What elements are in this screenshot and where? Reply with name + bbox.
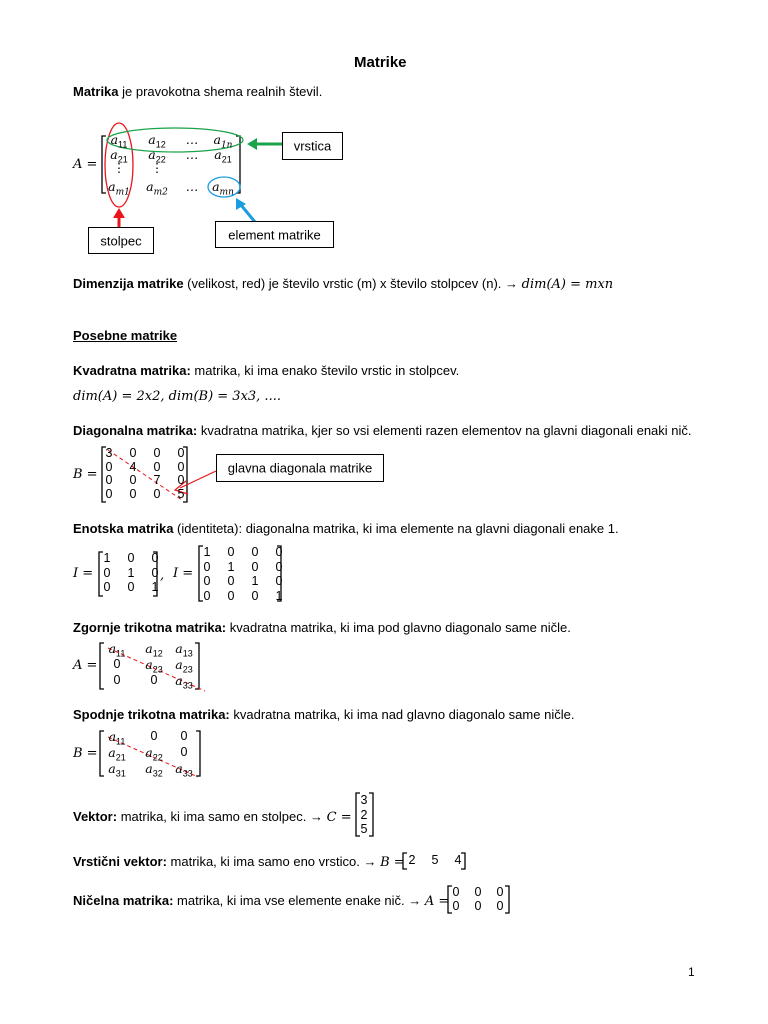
identity-cell: 1 <box>275 588 283 603</box>
row-vector-cell: 4 <box>454 853 462 867</box>
upper-cell: $a_{23}$ <box>145 657 163 675</box>
lower-cell: $a_{31}$ <box>108 761 126 779</box>
diagonal-cell: 7 <box>153 473 161 487</box>
zero-cell: 0 <box>474 899 482 913</box>
identity-cell: 0 <box>103 565 111 580</box>
row-vector-lhs: B = <box>380 855 405 870</box>
identity-cell: 1 <box>151 580 159 594</box>
arrow-icon: → <box>505 276 519 291</box>
lower-lhs: B = <box>73 746 98 761</box>
vector-text: matrika, ki ima samo en stolpec. <box>117 809 310 824</box>
upper-text: kvadratna matrika, ki ima pod glavno diagonalo same ničle. <box>226 620 571 635</box>
identity-cell: 0 <box>251 545 259 559</box>
upper-cell: 0 <box>150 673 158 687</box>
arrow-icon: → <box>363 854 377 869</box>
square-text: matrika, ki ima enako število vrstic in stolpcev. <box>190 363 460 378</box>
upper-cell: $a_{13}$ <box>175 641 193 659</box>
lower-cell: $a_{33}$ <box>175 761 193 779</box>
identity-cell: 1 <box>103 551 111 565</box>
diagonal-cell: 5 <box>177 486 185 501</box>
section-heading: Posebne matrike <box>73 328 178 343</box>
row-vector-term: Vrstični vektor: <box>73 854 167 869</box>
identity-cell: 0 <box>275 574 283 588</box>
identity-cell: 0 <box>227 574 235 588</box>
lower-cell: $a_{22}$ <box>145 745 163 763</box>
lower-text: kvadratna matrika, ki ima nad glavno diagonalo same ničle. <box>229 707 575 722</box>
gm-cell: $a_{11}$ <box>110 132 128 150</box>
page-number: 1 <box>688 965 695 979</box>
vector-cell: 3 <box>360 793 368 807</box>
identity-text: (identiteta): diagonalna matrika, ki ima elemente na glavni diagonali enake 1. <box>173 521 619 536</box>
diagonal-cell: 0 <box>129 446 137 460</box>
diagonal-cell: 4 <box>129 459 137 474</box>
intro-term: Matrika <box>73 84 119 99</box>
upper-term: Zgornje trikotna matrika: <box>73 620 227 635</box>
gm-cell: ⋮ <box>150 161 164 175</box>
dimension-formula: dim(A) = mxn <box>521 277 614 292</box>
gm-cell: … <box>185 179 199 194</box>
element-label: element matrike <box>228 227 321 242</box>
gm-cell: $a_{12}$ <box>148 132 166 150</box>
diagonal-term: Diagonalna matrika: <box>73 423 198 438</box>
gm-cell: $a_{21}$ <box>214 147 232 165</box>
identity-cell: 0 <box>227 588 235 603</box>
lower-cell: 0 <box>180 745 188 759</box>
gm-cell: $a_{m2}$ <box>146 179 168 198</box>
identity-cell: 0 <box>251 559 259 574</box>
diagonal-cell: 0 <box>105 473 113 487</box>
row-vector-cell: 2 <box>408 853 416 867</box>
dimension-text: (velikost, red) je število vrstic (m) x število stolpcev (n). <box>183 276 506 291</box>
lower-cell: $a_{11}$ <box>108 729 126 747</box>
vector-cell: 5 <box>360 822 368 836</box>
lower-cell: $a_{21}$ <box>108 745 126 763</box>
diagonal-cell: 0 <box>105 459 113 474</box>
dimension-term: Dimenzija matrike <box>73 276 184 291</box>
gm-cell: $a_{21}$ <box>110 147 128 165</box>
lower-cell: 0 <box>150 729 158 743</box>
diagonal-cell: 0 <box>177 473 185 487</box>
identity-cell: 0 <box>203 588 211 603</box>
diagonal-cell: 0 <box>129 486 137 501</box>
lower-term: Spodnje trikotna matrika: <box>73 707 230 722</box>
upper-lhs: A = <box>73 658 98 673</box>
zero-cell: 0 <box>452 885 460 899</box>
diagonal-cell: 0 <box>129 473 137 487</box>
zero-cell: 0 <box>496 885 504 899</box>
lower-cell: 0 <box>180 729 188 743</box>
gm-cell: … <box>185 132 199 147</box>
identity-term: Enotska matrika <box>73 521 174 536</box>
gm-cell: $a_{22}$ <box>148 147 166 165</box>
identity-cell: 0 <box>203 574 211 588</box>
identity-cell: 0 <box>275 559 283 574</box>
column-label: stolpec <box>100 233 142 248</box>
upper-cell: $a_{23}$ <box>175 657 193 675</box>
diagonal-cell: 0 <box>105 486 113 501</box>
identity-cell: 0 <box>203 559 211 574</box>
upper-cell: $a_{12}$ <box>145 641 163 659</box>
diagonal-lhs: B = <box>73 467 98 482</box>
zero-text: matrika, ki ima vse elemente enake nič. <box>173 893 409 908</box>
identity-cell: 0 <box>275 545 283 559</box>
intro-text: je pravokotna shema realnih števil. <box>118 84 323 99</box>
square-term: Kvadratna matrika: <box>73 363 191 378</box>
upper-cell: 0 <box>113 657 121 671</box>
vector-term: Vektor: <box>73 809 118 824</box>
gm-cell: ⋮ <box>112 161 126 175</box>
gm-cell: $a_{m1}$ <box>108 179 130 198</box>
page-title: Matrike <box>354 54 407 71</box>
zero-term: Ničelna matrika: <box>73 893 174 908</box>
identity-cell: 1 <box>251 574 259 588</box>
identity-lhs-2: I = <box>173 566 194 581</box>
diagonal-cell: 0 <box>177 459 185 474</box>
identity-cell: 0 <box>151 565 159 580</box>
arrow-icon: → <box>309 809 323 824</box>
row-vector-cell: 5 <box>431 853 439 867</box>
zero-cell: 0 <box>496 899 504 913</box>
identity-cell: 1 <box>227 559 235 574</box>
diagonal-label: glavna diagonala matrike <box>227 460 373 476</box>
gm-cell: … <box>185 147 199 162</box>
zero-lhs: A = <box>424 894 450 909</box>
arrow-icon: → <box>408 893 422 908</box>
diagonal-text: kvadratna matrika, kjer so vsi elementi razen elementov na glavni diagonali enaki nič. <box>197 423 692 438</box>
diagonal-cell: 3 <box>105 446 113 460</box>
diagonal-cell: 0 <box>153 446 161 460</box>
identity-cell: 1 <box>127 565 135 580</box>
identity-separator: , <box>160 568 165 583</box>
gm-cell: $a_{mn}$ <box>212 179 234 198</box>
identity-cell: 0 <box>103 580 111 594</box>
identity-lhs-1: I = <box>73 566 94 581</box>
identity-cell: 0 <box>151 551 159 565</box>
square-example: dim(A) = 2x2, dim(B) = 3x3, .... <box>73 389 281 404</box>
row-label: vrstica <box>293 138 332 154</box>
identity-cell: 0 <box>227 545 235 559</box>
identity-cell: 1 <box>203 545 211 559</box>
upper-cell: $a_{11}$ <box>108 641 126 659</box>
upper-cell: $a_{33}$ <box>175 673 193 691</box>
gm-cell: $a_{1n}$ <box>213 132 233 151</box>
diagonal-cell: 0 <box>177 446 185 460</box>
zero-cell: 0 <box>452 899 460 913</box>
general-matrix-lhs: A = <box>73 157 98 172</box>
vector-cell: 2 <box>360 808 368 822</box>
identity-cell: 0 <box>127 551 135 565</box>
upper-cell: 0 <box>113 673 121 687</box>
vector-lhs: C = <box>326 810 352 825</box>
zero-cell: 0 <box>474 885 482 899</box>
identity-cell: 0 <box>251 588 259 603</box>
diagonal-cell: 0 <box>153 459 161 474</box>
diagonal-cell: 0 <box>153 486 161 501</box>
lower-cell: $a_{32}$ <box>145 761 163 779</box>
identity-cell: 0 <box>127 580 135 594</box>
row-vector-text: matrika, ki ima samo eno vrstico. <box>166 854 364 869</box>
